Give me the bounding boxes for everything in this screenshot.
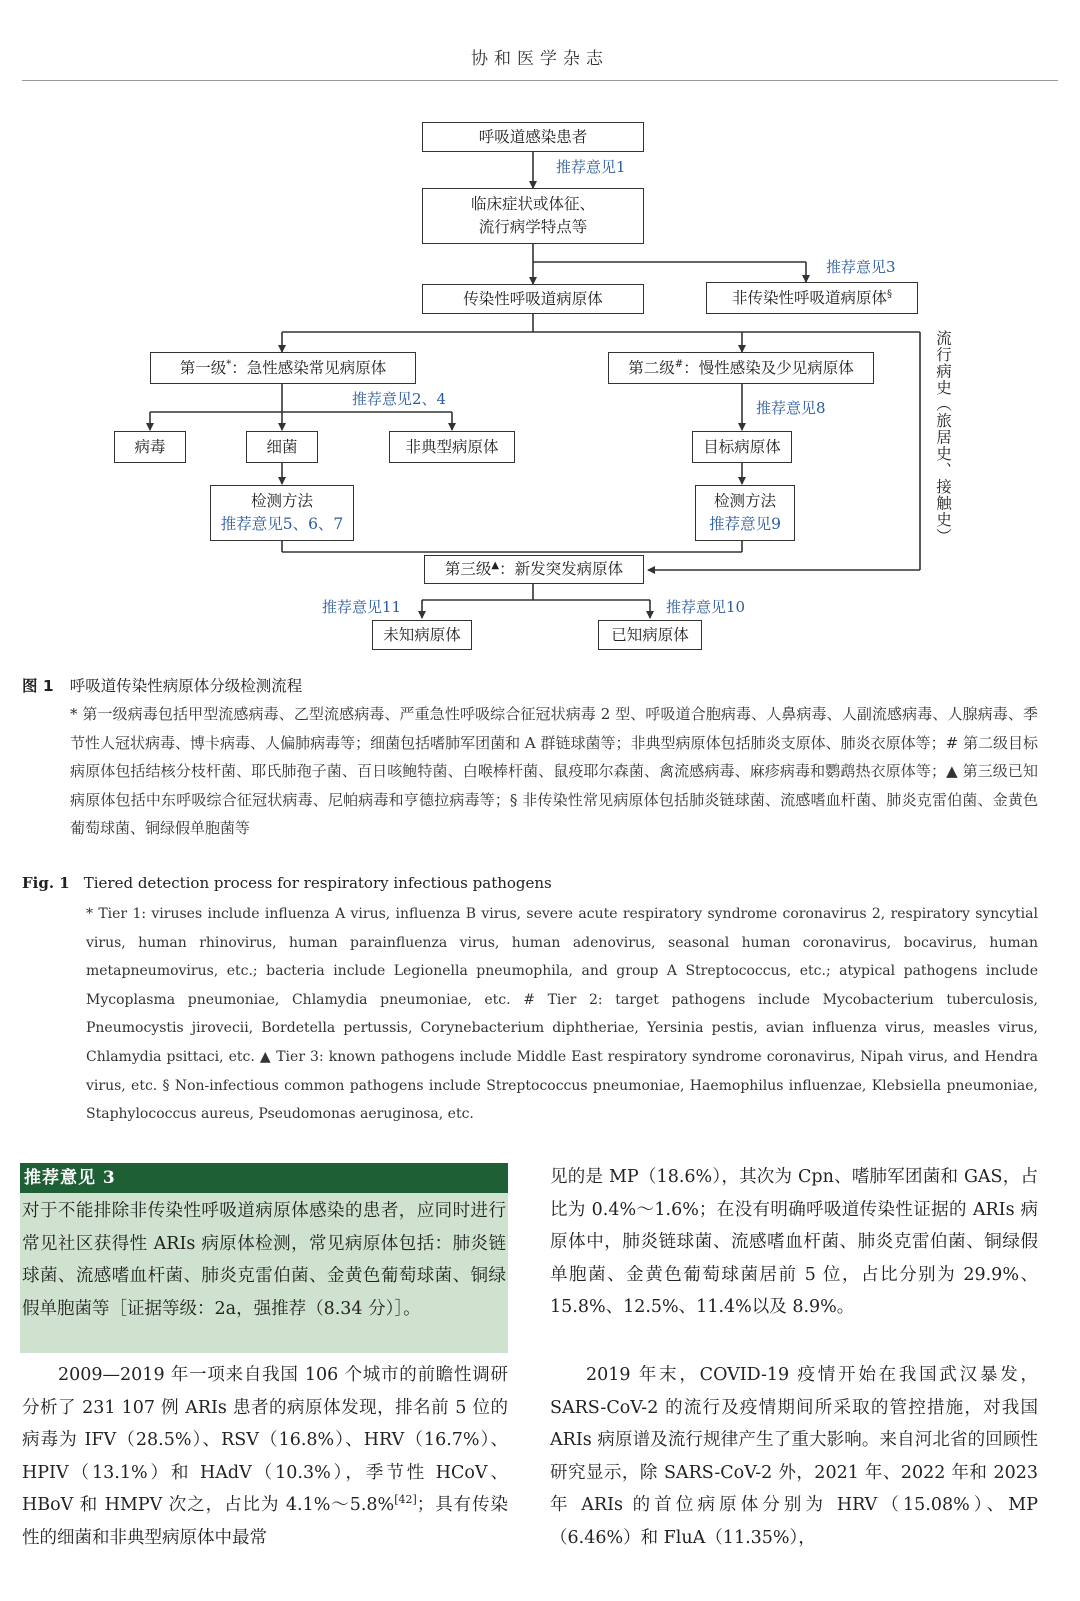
figure-note-en: * Tier 1: viruses include influenza A virus, influenza B virus, severe acute respiratory syndrome coronavirus 2, respiratory syncytial virus, human rhinovirus, human parainfluenza virus, human adenovirus, seasonal human coronavirus, bocavirus, human metapneumovirus, etc.; bacteria include Legionella pneumophila, and group A Streptococcus, etc.; atypical pathogens include Mycoplasma pneumoniae, Chlamydia pneumoniae, etc. # Tier 2: target pathogens include Mycobacterium tuberculosis, Pneumocystis jirovecii, Bordetella pertussis, Corynebacterium diphtheriae, Yersinia pestis, avian influenza virus, measles virus, Chlamydia psittaci, etc. ▲ Tier 3: known pathogens include Middle East respiratory syndrome coronavirus, Nipah virus, and Hendra virus, etc. § Non-infectious common pathogens include Streptococcus pneumoniae, Haemophilus influenzae, Klebsiella pneumoniae, Staphylococcus aureus, Pseudomonas aeruginosa, etc. [86,906,1038,1123]
node-known: 已知病原体 [598,620,702,650]
node-tier3-label: 第三级 [444,560,492,578]
right-paragraph-1: 见的是 MP（18.6%），其次为 Cpn、嗜肺军团菌和 GAS，占比为 0.4%～1.6%；在没有明确呼吸道传染性证据的 ARIs 病原体中，肺炎链球菌、流感嗜血杆菌、肺炎克雷伯菌、铜绿假单胞菌、金黄色葡萄球菌居前 5 位，占比分别为 29.9%、15.8%、12.5%、11.4%以及 8.9%。 [550,1167,1038,1318]
node-noninfectious [706,282,918,314]
rec-label-9: 推荐意见9 [709,515,781,533]
node-unknown: 未知病原体 [372,620,472,650]
node-virus: 病毒 [114,431,186,463]
figure-title-en: Tiered detection process for respiratory infectious pathogens [83,874,552,892]
journal-title: 协和医学杂志 [471,49,609,69]
node-tier3-suffix: ：新发突发病原体 [499,560,624,578]
figure-label-zh: 图 1 [22,677,54,695]
node-tier2 [608,352,874,384]
node-target: 目标病原体 [692,431,792,463]
section-mark: § [887,288,892,300]
triangle-mark: ▲ [491,559,500,571]
rec-label-1: 推荐意见1 [556,158,626,176]
star-mark: * [226,358,232,370]
node-bacteria: 细菌 [246,431,318,463]
node-noninfectious-label: 非传染性呼吸道病原体 [731,288,887,307]
left-paragraph [22,1359,508,1555]
node-clinical-line2: 流行病学特点等 [478,218,588,236]
right-paragraph-2: 2019 年末，COVID-19 疫情开始在我国武汉暴发，SARS-CoV-2 的流行及疫情期间所采取的管控措施，对我国 ARIs 病原谱及流行规律产生了重大影响。来自河北省的回顾性研究显示，除 SARS-CoV-2 外，2021 年、2022 年和 2023 年 ARIs 的首位病原体分别为 HRV（15.08%）、MP（6.46%）和 FluA（11.35%）， [550,1365,1038,1548]
node-tier1-suffix: ：急性感染常见病原体 [231,358,387,377]
node-clinical-line1: 临床症状或体征、 [470,195,595,213]
rec-label-2-4: 推荐意见2、4 [352,390,447,408]
node-tier1-label: 第一级 [179,358,227,377]
figure-title-zh: 呼吸道传染性病原体分级检测流程 [69,677,303,695]
rec-label-10: 推荐意见10 [666,598,746,616]
recommendation-body: 对于不能排除非传染性呼吸道病原体感染的患者，应同时进行常见社区获得性 ARIs 病原体检测，常见病原体包括：肺炎链球菌、流感嗜血杆菌、肺炎克雷伯菌、金黄色葡萄球菌、铜绿假单胞菌等［证据等级：2a，强推荐（8.34 分）］。 [22,1201,506,1319]
node-method-2 [695,485,795,541]
node-tier3 [424,555,644,584]
rec-label-8: 推荐意见8 [756,399,826,417]
node-tier2-label: 第二级 [628,358,675,377]
left-paragraph-text-after: ；具有传染性的细菌和非典型病原体中最常 [22,1495,509,1548]
node-atypical: 非典型病原体 [389,431,515,463]
node-tier1 [150,352,416,384]
rec-label-11: 推荐意见11 [322,598,402,616]
left-paragraph-text: 2009—2019 年一项来自我国 106 个城市的前瞻性调研分析了 231 107 例 ARIs 患者的病原体发现，排名前 5 位的病毒为 IFV（28.5%）、RSV（16.8%）、HRV（16.7%）、HPIV（13.1%）和 HAdV（10.3%），季节性 HCoV、HBoV 和 HMPV 次之，占比为 4.1%～5.8% [22,1365,508,1516]
figure-caption-zh [22,674,302,696]
node-method-2-label: 检测方法 [713,492,776,510]
side-label-epidemiology: 流行病史（旅居史、接触史） [934,330,952,545]
node-patients: 呼吸道感染患者 [422,122,644,152]
node-method-1 [210,485,354,541]
rec-label-5-6-7: 推荐意见5、6、7 [220,515,344,533]
recommendation-header: 推荐意见 3 [20,1163,508,1193]
figure-note-zh: * 第一级病毒包括甲型流感病毒、乙型流感病毒、严重急性呼吸综合征冠状病毒 2 型、呼吸道合胞病毒、人鼻病毒、人副流感病毒、人腺病毒、季节性人冠状病毒、博卡病毒、人偏肺病毒等；细菌包括嗜肺军团菌和 A 群链球菌等；非典型病原体包括肺炎支原体、肺炎衣原体等；# 第二级目标病原体包括结核分枝杆菌、耶氏肺孢子菌、百日咳鲍特菌、白喉棒杆菌、鼠疫耶尔森菌、禽流感病毒、麻疹病毒和鹦鹉热衣原体等；▲ 第三级已知病原体包括中东呼吸综合征冠状病毒、尼帕病毒和亨德拉病毒等；§ 非传染性常见病原体包括肺炎链球菌、流感嗜血杆菌、肺炎克雷伯菌、金黄色葡萄球菌、铜绿假单胞菌等 [70,705,1038,838]
figure-caption-en [22,874,552,892]
node-tier2-suffix: ：慢性感染及少见病原体 [683,358,854,377]
hash-mark: # [674,358,684,370]
node-clinical [422,188,644,244]
rec-label-3: 推荐意见3 [826,258,896,276]
citation-42: [42] [394,1493,417,1507]
node-method-1-label: 检测方法 [250,492,313,510]
node-infectious: 传染性呼吸道病原体 [422,284,644,314]
figure-label-en: Fig. 1 [22,874,70,892]
